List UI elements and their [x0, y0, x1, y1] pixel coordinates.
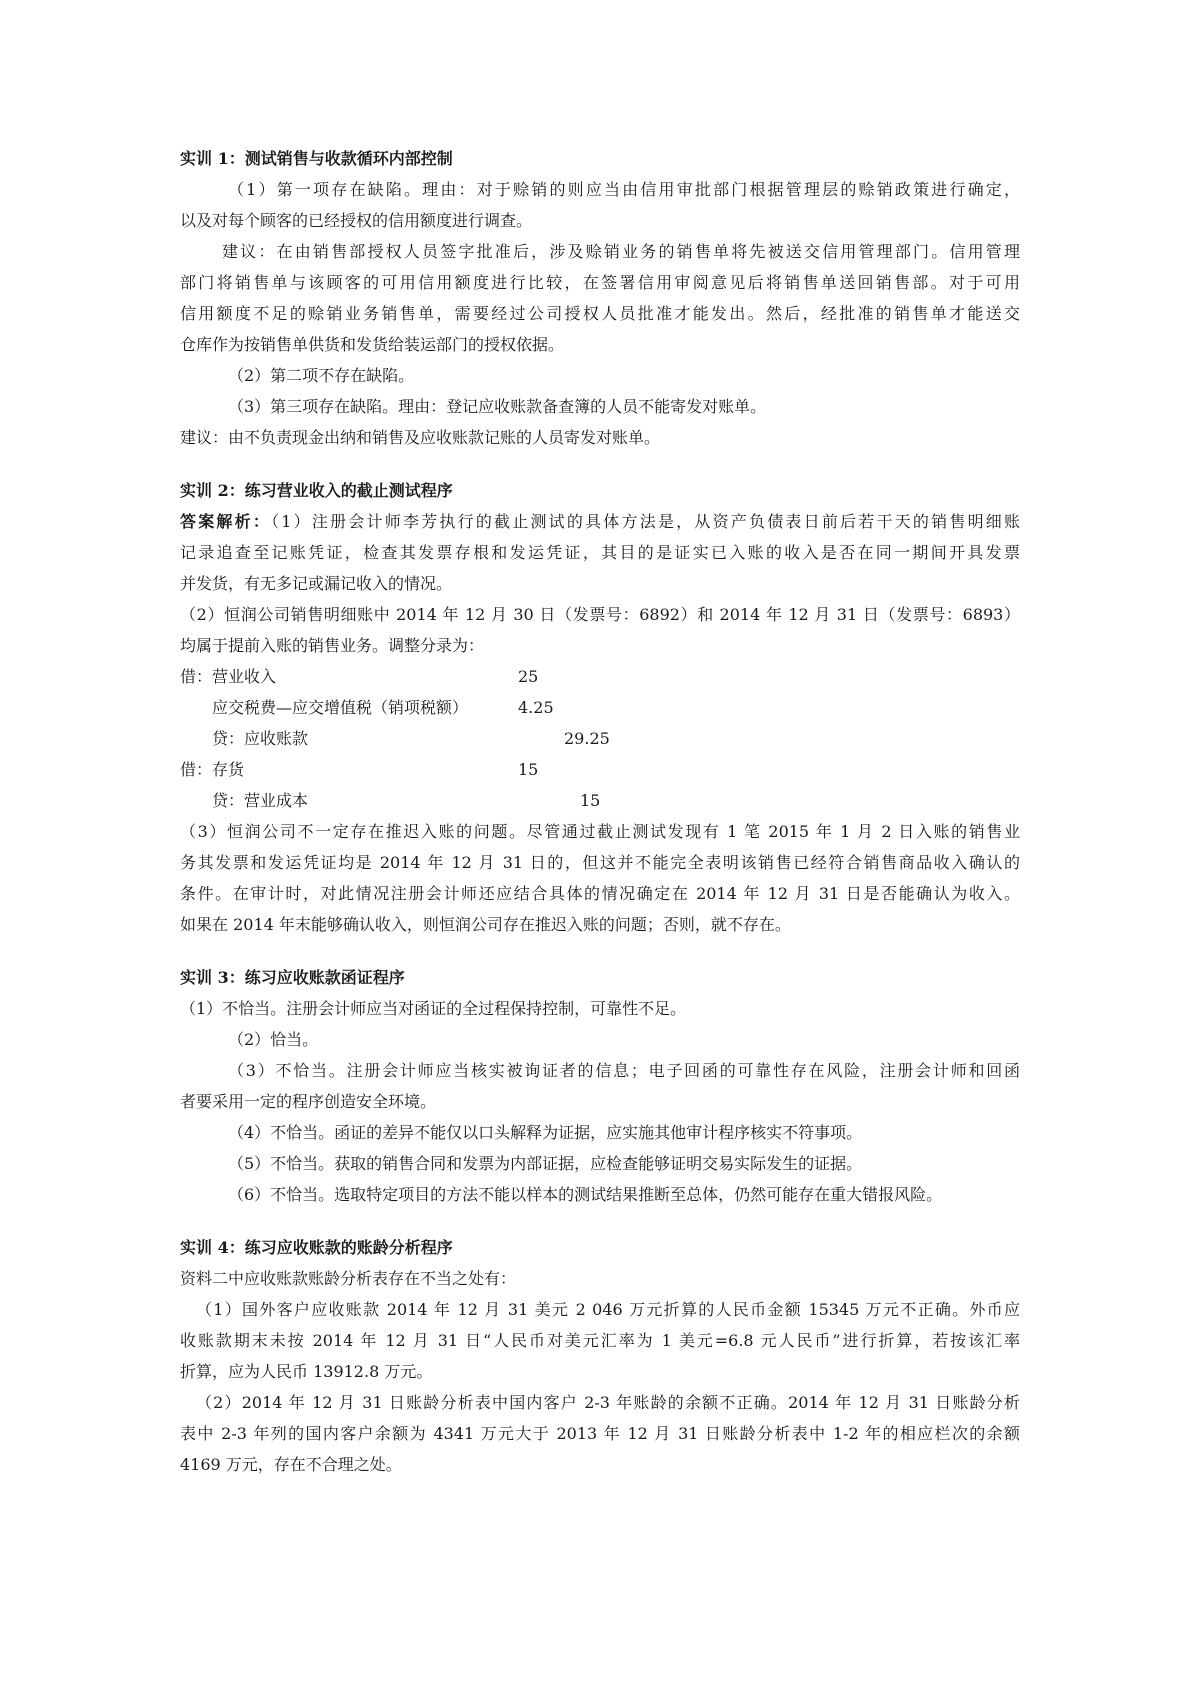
paragraph-line: 表中 2-3 年列的国内客户余额为 4341 万元大于 2013 年 12 月 31 日账龄分析表中 1-2 年的相应栏次的余额 — [180, 1424, 1020, 1443]
journal-entry-row — [180, 785, 1020, 816]
answer-text: （1）注册会计师李芳执行的截止测试的具体方法是，从资产负债表日前后若干天的销售明细账 — [271, 512, 1020, 531]
paragraph-line: （4）不恰当。函证的差异不能仅以口头解释为证据，应实施其他审计程序核实不符事项。 — [228, 1123, 863, 1142]
paragraph-line: （2）恰当。 — [228, 1030, 319, 1049]
paragraph-line: （2）恒润公司销售明细账中 2014 年 12 月 30 日（发票号：6892）和 2014 年 12 月 31 日（发票号：6893） — [180, 605, 1020, 624]
paragraph-line: 4169 万元，存在不合理之处。 — [180, 1455, 402, 1474]
paragraph-line: 建议：在由销售部授权人员签字批准后，涉及赊销业务的销售单将先被送交信用管理部门。信用管理 — [222, 242, 1020, 261]
paragraph-line: 均属于提前入账的销售业务。调整分录为： — [180, 636, 485, 655]
section-3-title: 实训 3：练习应收账款函证程序 — [180, 968, 405, 987]
entry-amount: 25 — [518, 667, 539, 686]
entry-amount: 29.25 — [564, 729, 610, 748]
paragraph-line: （2）第二项不存在缺陷。 — [228, 366, 415, 385]
paragraph-line: 资料二中应收账款账龄分析表存在不当之处有： — [180, 1269, 517, 1288]
paragraph-line: 者要采用一定的程序创造安全环境。 — [180, 1092, 437, 1111]
paragraph-line: （3）不恰当。注册会计师应当核实被询证者的信息；电子回函的可靠性存在风险，注册会计师和回函 — [228, 1061, 1020, 1080]
section-gap — [180, 940, 1020, 962]
paragraph-line: （3）恒润公司不一定存在推迟入账的问题。尽管通过截止测试发现有 1 笔 2015 年 1 月 2 日入账的销售业 — [180, 822, 1020, 841]
section-gap — [180, 453, 1020, 475]
journal-entry-row — [180, 692, 1020, 723]
entry-account: 贷：应收账款 — [212, 729, 309, 748]
journal-entry-row — [180, 661, 1020, 692]
section-4-title: 实训 4：练习应收账款的账龄分析程序 — [180, 1238, 453, 1257]
paragraph-line: （1）不恰当。注册会计师应当对函证的全过程保持控制，可靠性不足。 — [180, 999, 687, 1018]
paragraph-line: 仓库作为按销售单供货和发货给装运部门的授权依据。 — [180, 335, 565, 354]
document-page — [180, 143, 1020, 1480]
paragraph-line: （1）第一项存在缺陷。理由：对于赊销的则应当由信用审批部门根据管理层的赊销政策进行确定， — [228, 180, 1020, 199]
section-1-title: 实训 1：测试销售与收款循环内部控制 — [180, 149, 453, 168]
entry-amount: 15 — [580, 791, 601, 810]
paragraph-line: 建议：由不负责现金出纳和销售及应收账款记账的人员寄发对账单。 — [180, 428, 661, 447]
answer-label: 答案解析： — [180, 512, 272, 531]
paragraph-line: 并发货，有无多记或漏记收入的情况。 — [180, 574, 453, 593]
paragraph-line — [180, 506, 1020, 537]
paragraph-line: 务其发票和发运凭证均是 2014 年 12 月 31 日的，但这并不能完全表明该销售已经符合销售商品收入确认的 — [180, 853, 1020, 872]
section-2-title: 实训 2：练习营业收入的截止测试程序 — [180, 481, 453, 500]
entry-amount: 4.25 — [518, 698, 554, 717]
paragraph-line: （6）不恰当。选取特定项目的方法不能以样本的测试结果推断至总体，仍然可能存在重大错报风险。 — [228, 1185, 943, 1204]
entry-account: 应交税费—应交增值税（销项税额） — [212, 698, 469, 717]
paragraph-line: 部门将销售单与该顾客的可用信用额度进行比较，在签署信用审阅意见后将销售单送回销售部。对于可用 — [180, 273, 1020, 292]
paragraph-line: 记录追查至记账凭证，检查其发票存根和发运凭证，其目的是证实已入账的收入是否在同一期间开具发票 — [180, 543, 1020, 562]
paragraph-line: （2）2014 年 12 月 31 日账龄分析表中国内客户 2-3 年账龄的余额不正确。2014 年 12 月 31 日账龄分析 — [196, 1393, 1020, 1412]
journal-entry-row — [180, 723, 1020, 754]
paragraph-line: 折算，应为人民币 13912.8 万元。 — [180, 1362, 433, 1381]
paragraph-line: （5）不恰当。获取的销售合同和发票为内部证据，应检查能够证明交易实际发生的证据。 — [228, 1154, 863, 1173]
paragraph-line: 信用额度不足的赊销业务销售单，需要经过公司授权人员批准才能发出。然后，经批准的销售单才能送交 — [180, 304, 1020, 323]
entry-account: 借：存货 — [180, 760, 245, 779]
journal-entry-row — [180, 754, 1020, 785]
paragraph-line: 如果在 2014 年末能够确认收入，则恒润公司存在推迟入账的问题；否则，就不存在。 — [180, 915, 791, 934]
paragraph-line: 收账款期末未按 2014 年 12 月 31 日“人民币对美元汇率为 1 美元=6.8 元人民币”进行折算，若按该汇率 — [180, 1331, 1020, 1350]
paragraph-line: 以及对每个顾客的已经授权的信用额度进行调查。 — [180, 211, 533, 230]
paragraph-line: 条件。在审计时，对此情况注册会计师还应结合具体的情况确定在 2014 年 12 月 31 日是否能确认为收入。 — [180, 884, 1020, 903]
section-gap — [180, 1210, 1020, 1232]
paragraph-line: （1）国外客户应收账款 2014 年 12 月 31 美元 2 046 万元折算的人民币金额 15345 万元不正确。外币应 — [196, 1300, 1020, 1319]
entry-account: 贷：营业成本 — [212, 791, 309, 810]
paragraph-line: （3）第三项存在缺陷。理由：登记应收账款备查簿的人员不能寄发对账单。 — [228, 397, 767, 416]
entry-amount: 15 — [518, 760, 539, 779]
entry-account: 借：营业收入 — [180, 667, 277, 686]
